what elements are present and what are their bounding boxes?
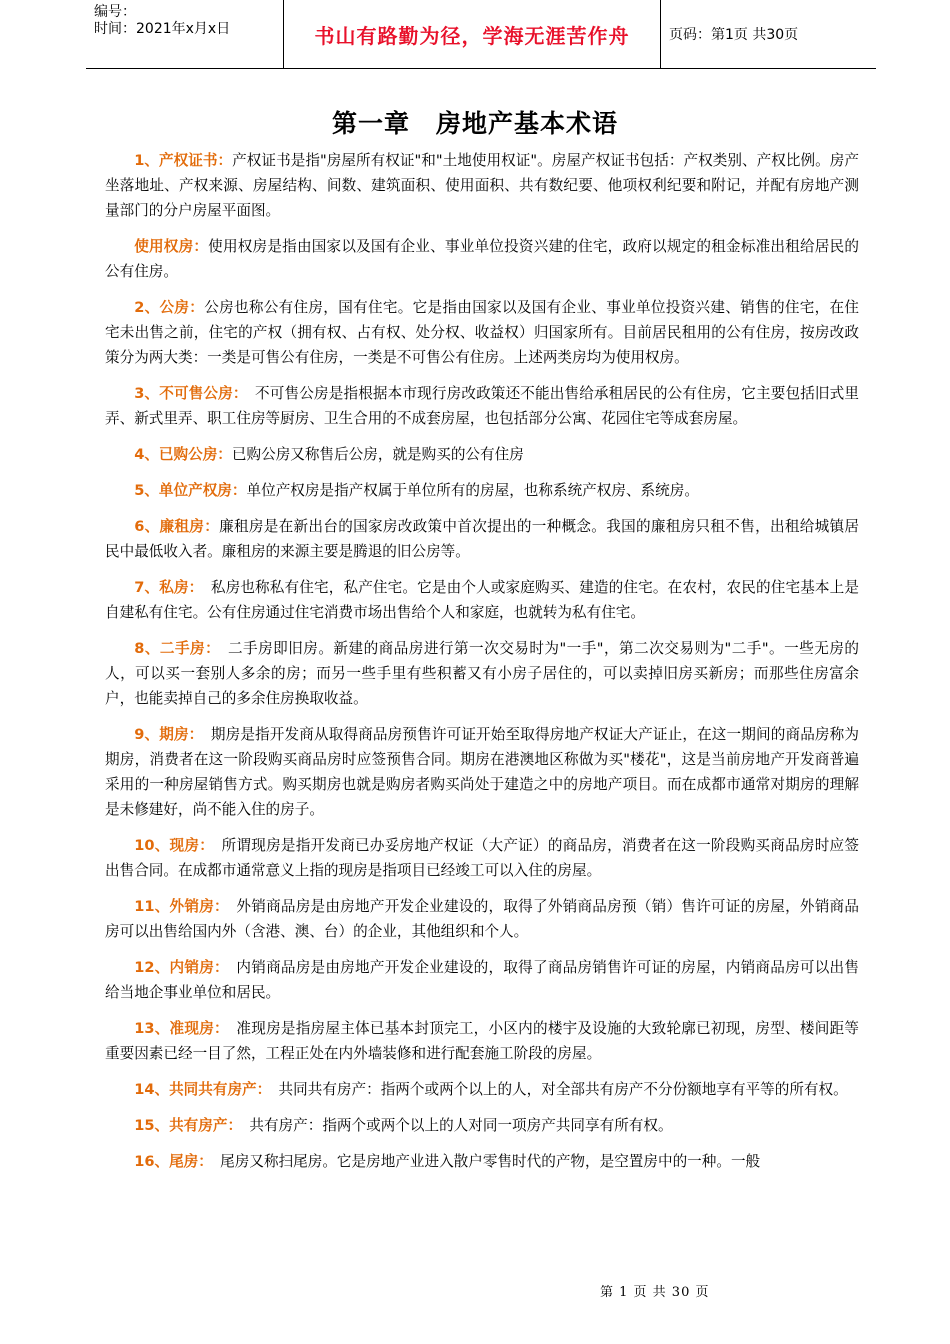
- term-definition: 单位产权房是指产权属于单位所有的房屋，也称系统产权房、系统房。: [246, 482, 699, 499]
- term-label: 6、廉租房：: [134, 518, 220, 535]
- term-label: 4、已购公房：: [134, 446, 232, 463]
- term-label: 3、不可售公房：: [134, 385, 241, 402]
- term-label: 5、单位产权房：: [134, 482, 247, 499]
- term-definition: 使用权房是指由国家以及国有企业、事业单位投资兴建的住宅，政府以规定的租金标准出租给居民的公有住房。: [105, 238, 859, 280]
- term-entry: [105, 1113, 859, 1138]
- term-label: 10、现房：: [134, 837, 207, 854]
- term-label: 1、产权证书：: [134, 152, 233, 169]
- document-number-label: 编号：: [94, 4, 136, 20]
- header-page-info: 页码：第1页 共30页: [669, 27, 799, 43]
- chapter-title: 第一章 房地产基本术语: [331, 109, 618, 138]
- term-entry: [105, 575, 859, 625]
- term-definition: 已购公房又称售后公房，就是购买的公有住房: [231, 446, 524, 463]
- term-label: 12、内销房：: [134, 959, 222, 976]
- term-definition: 二手房即旧房。新建的商品房进行第一次交易时为"一手"，第二次交易则为"二手"。一些无房的人，可以买一套别人多余的房；而另一些手里有些积蓄又有小房子居住的，可以卖掉旧房买新房；而那些住房富余户，也能卖掉自己的多余住房换取收益。: [105, 640, 860, 707]
- term-definition: 尾房又称扫尾房。它是房地产业进入散户零售时代的产物，是空置房中的一种。一般: [205, 1153, 761, 1170]
- term-definition: 产权证书是指"房屋所有权证"和"土地使用权证"。房屋产权证书包括：产权类别、产权比例。房产坐落地址、产权来源、房屋结构、间数、建筑面积、使用面积、共有数纪要、他项权利纪要和附记，并配有房地产测量部门的分户房屋平面图。: [105, 152, 860, 219]
- term-entry: [105, 1016, 859, 1066]
- term-definition: 共有房产：指两个或两个以上的人对同一项房产共同享有所有权。: [234, 1117, 673, 1134]
- term-entry: [105, 894, 859, 944]
- term-label: 使用权房：: [134, 238, 209, 255]
- page-header: [86, 0, 876, 69]
- term-label: 16、尾房：: [134, 1153, 206, 1170]
- term-definition: 内销商品房是由房地产开发企业建设的，取得了商品房销售许可证的房屋，内销商品房可以出售给当地企事业单位和居民。: [105, 959, 859, 1001]
- term-entry: [105, 478, 859, 503]
- term-entry: [105, 295, 859, 370]
- term-entry: [105, 833, 859, 883]
- term-label: 2、公房：: [134, 299, 205, 316]
- header-meta: [86, 0, 284, 68]
- header-motto: 书山有路勤为径，学海无涯苦作舟: [284, 0, 661, 68]
- term-entry: [105, 514, 859, 564]
- term-definition: 公房也称公有住房，国有住宅。它是指由国家以及国有企业、事业单位投资兴建、销售的住宅，在住宅未出售之前，住宅的产权（拥有权、占有权、处分权、收益权）归国家所有。目前居民租用的公有住房，按房改政策分为两大类：一类是可售公有住房，一类是不可售公有住房。上述两类房均为使用权房。: [105, 299, 859, 366]
- term-definition: 廉租房是在新出台的国家房改政策中首次提出的一种概念。我国的廉租房只租不售，出租给城镇居民中最低收入者。廉租房的来源主要是腾退的旧公房等。: [105, 518, 860, 560]
- term-label: 9、期房：: [134, 726, 197, 743]
- term-definition: 私房也称私有住宅，私产住宅。它是由个人或家庭购买、建造的住宅。在农村，农民的住宅基本上是自建私有住宅。公有住房通过住宅消费市场出售给个人和家庭，也就转为私有住宅。: [105, 579, 859, 621]
- term-definition: 不可售公房是指根据本市现行房改政策还不能出售给承租居民的公有住房，它主要包括旧式里弄、新式里弄、职工住房等厨房、卫生合用的不成套房屋，也包括部分公寓、花园住宅等成套房屋。: [105, 385, 859, 427]
- term-entry: [105, 381, 859, 431]
- term-label: 13、准现房：: [134, 1020, 222, 1037]
- term-label: 15、共有房产：: [134, 1117, 235, 1134]
- term-entry: [105, 442, 859, 467]
- term-entry: [105, 1077, 859, 1102]
- term-label: 11、外销房：: [134, 898, 222, 915]
- term-entry: [105, 148, 859, 223]
- term-definition: 准现房是指房屋主体已基本封顶完工，小区内的楼宇及设施的大致轮廓已初现，房型、楼间距等重要因素已经一目了然，工程正处在内外墙装修和进行配套施工阶段的房屋。: [105, 1020, 859, 1062]
- term-entry: [105, 636, 859, 711]
- term-entry: [105, 955, 859, 1005]
- term-entry: [105, 722, 859, 822]
- term-definition: 期房是指开发商从取得商品房预售许可证开始至取得房地产权证大产证止，在这一期间的商品房称为期房，消费者在这一阶段购买商品房时应签预售合同。期房在港澳地区称做为买"楼花"，这是当前房地产开发商普遍采用的一种房屋销售方式。购买期房也就是购房者购买尚处于建造之中的房地产项目。而在成都市通常对期房的理解是未修建好，尚不能入住的房子。: [105, 726, 859, 818]
- term-definition: 外销商品房是由房地产开发企业建设的，取得了外销商品房预（销）售许可证的房屋，外销商品房可以出售给国内外（含港、澳、台）的企业，其他组织和个人。: [105, 898, 859, 940]
- page-footer: 第 1 页 共 30 页: [600, 1285, 710, 1300]
- document-body: [105, 148, 859, 1185]
- term-label: 14、共同共有房产：: [134, 1081, 264, 1098]
- term-label: 7、私房：: [134, 579, 197, 596]
- term-definition: 共同共有房产：指两个或两个以上的人，对全部共有房产不分份额地享有平等的所有权。: [263, 1081, 848, 1098]
- term-entry: [105, 1149, 859, 1174]
- term-label: 8、二手房：: [134, 640, 213, 657]
- document-time: 时间：2021年x月x日: [94, 21, 231, 37]
- term-definition: 所谓现房是指开发商已办妥房地产权证（大产证）的商品房，消费者在这一阶段购买商品房时应签出售合同。在成都市通常意义上指的现房是指项目已经竣工可以入住的房屋。: [105, 837, 859, 879]
- term-entry: [105, 234, 859, 284]
